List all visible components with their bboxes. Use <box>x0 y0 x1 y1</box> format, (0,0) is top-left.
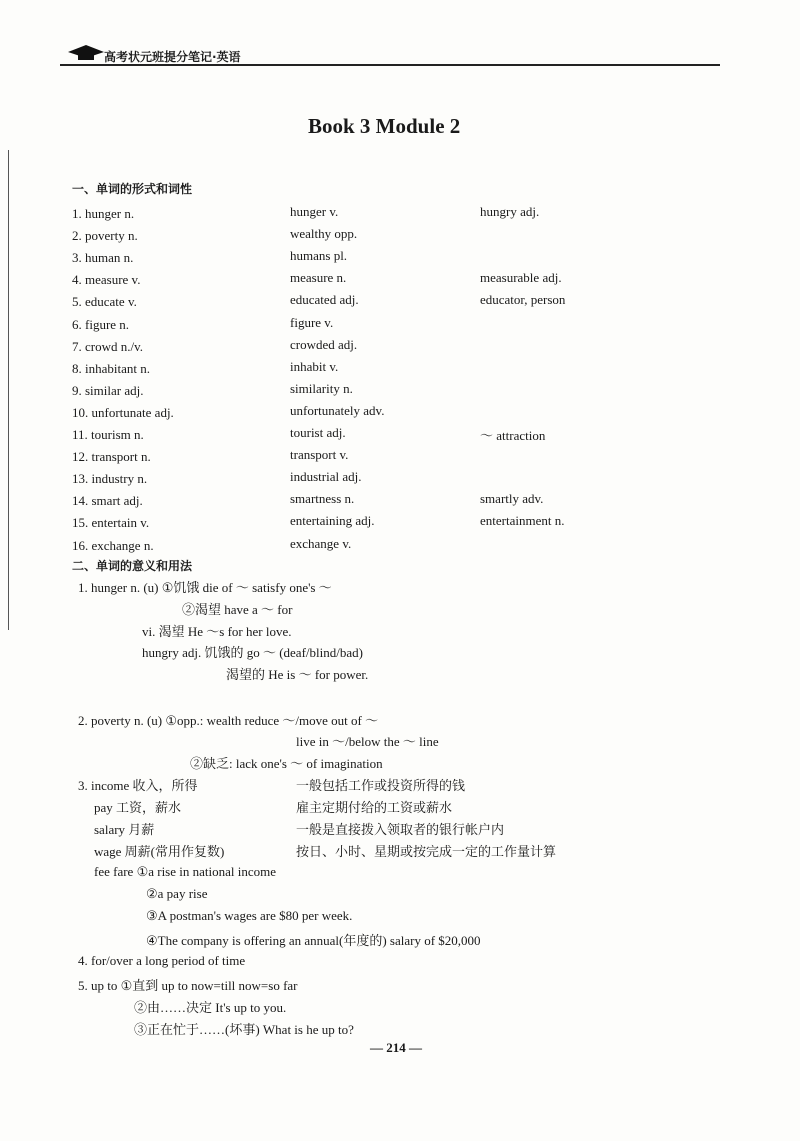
word-form-cell: 13. industry n. <box>72 471 148 487</box>
text-line: live in ～/below the ～ line <box>296 734 439 749</box>
word-form-cell: 14. smart adj. <box>72 493 143 509</box>
text-line: ②a pay rise <box>146 886 208 901</box>
word-form-cell: smartly adv. <box>480 491 544 507</box>
text-line: pay 工资，薪水 <box>94 800 182 815</box>
word-form-cell: 9. similar adj. <box>72 382 144 398</box>
text-line: 4. for/over a long period of time <box>78 953 246 968</box>
word-form-cell: smartness n. <box>290 491 355 507</box>
text-line: 5. up to ①直到 up to now=till now=so far <box>78 978 298 993</box>
word-form-cell: transport v. <box>290 447 349 463</box>
text-line: 渴望的 He is ～ for power. <box>226 667 369 682</box>
word-form-cell: 3. human n. <box>72 250 134 266</box>
text-line: wage 周薪(常用作复数) <box>94 844 225 859</box>
binding-margin-line <box>8 150 9 630</box>
word-form-cell: 16. exchange n. <box>72 537 154 553</box>
word-form-cell: 12. transport n. <box>72 449 151 465</box>
text-line: 一般包括工作或投资所得的钱 <box>296 778 466 793</box>
word-form-cell: industrial adj. <box>290 469 362 485</box>
text-line: 按日、小时、星期或按完成一定的工作量计算 <box>296 844 557 859</box>
word-form-cell: inhabit v. <box>290 358 339 374</box>
text-line: vi. 渴望 He ～s for her love. <box>142 624 292 639</box>
word-form-cell: unfortunately adv. <box>290 402 385 418</box>
word-form-cell: 10. unfortunate adj. <box>72 404 174 420</box>
word-form-cell: measure n. <box>290 270 347 286</box>
word-form-cell: 15. entertain v. <box>72 515 150 531</box>
page-title: Book 3 Module 2 <box>308 114 461 138</box>
section-2-heading: 二、单词的意义和用法 <box>72 559 193 573</box>
page-number: — 214 — <box>370 1040 422 1055</box>
word-form-cell: entertainment n. <box>480 513 565 529</box>
word-form-cell: 5. educate v. <box>72 294 137 310</box>
word-form-cell: 6. figure n. <box>72 316 130 332</box>
word-form-cell: crowded adj. <box>290 336 358 352</box>
word-form-cell: entertaining adj. <box>290 513 375 529</box>
text-line: salary 月薪 <box>94 822 155 837</box>
word-form-cell: 1. hunger n. <box>72 206 135 221</box>
text-line: ③正在忙于……(坏事) What is he up to? <box>134 1022 354 1037</box>
word-form-cell: humans pl. <box>290 248 348 264</box>
word-form-cell: wealthy opp. <box>290 226 358 242</box>
word-form-cell: measurable adj. <box>480 270 562 286</box>
text-line: ③A postman's wages are $80 per week. <box>146 908 353 923</box>
word-form-cell: 7. crowd n./v. <box>72 338 144 354</box>
word-form-cell: hungry adj. <box>480 204 540 219</box>
word-form-cell: educated adj. <box>290 292 359 308</box>
text-line: 一般是直接拨入领取者的银行帐户内 <box>296 822 505 837</box>
word-form-cell: hunger v. <box>290 204 339 219</box>
text-line: hungry adj. 饥饿的 go ～ (deaf/blind/bad) <box>142 645 363 660</box>
text-line: 雇主定期付给的工资或薪水 <box>296 800 453 815</box>
text-line: fee fare ①a rise in national income <box>94 864 277 879</box>
word-form-cell: 4. measure v. <box>72 272 141 288</box>
text-line: ②渴望 have a ～ for <box>182 602 293 617</box>
word-form-cell: educator, person <box>480 292 566 308</box>
text-line: 1. hunger n. (u) ①饥饿 die of ～ satisfy one's ～ <box>78 580 332 595</box>
text-line: ②缺乏: lack one's ～ of imagination <box>190 756 383 771</box>
text-line: ④The company is offering an annual(年度的) salary of $20,000 <box>146 933 481 948</box>
text-line: 3. income 收入，所得 <box>78 778 198 793</box>
header-rule <box>60 64 720 66</box>
word-form-cell: 11. tourism n. <box>72 427 144 442</box>
text-line: 2. poverty n. (u) ①opp.: wealth reduce ～/move out of ～ <box>78 713 379 728</box>
word-form-cell: 8. inhabitant n. <box>72 360 150 376</box>
word-form-cell: tourist adj. <box>290 425 346 440</box>
word-form-cell: figure v. <box>290 314 334 330</box>
word-form-cell: exchange v. <box>290 535 352 551</box>
text-line: ②由……决定 It's up to you. <box>134 1000 287 1015</box>
word-form-cell: ～ attraction <box>480 428 546 443</box>
word-form-cell: similarity n. <box>290 380 353 396</box>
section-1-heading: 一、单词的形式和词性 <box>72 182 193 196</box>
word-form-cell: 2. poverty n. <box>72 228 138 244</box>
running-header: 高考状元班提分笔记·英语 <box>104 50 241 64</box>
